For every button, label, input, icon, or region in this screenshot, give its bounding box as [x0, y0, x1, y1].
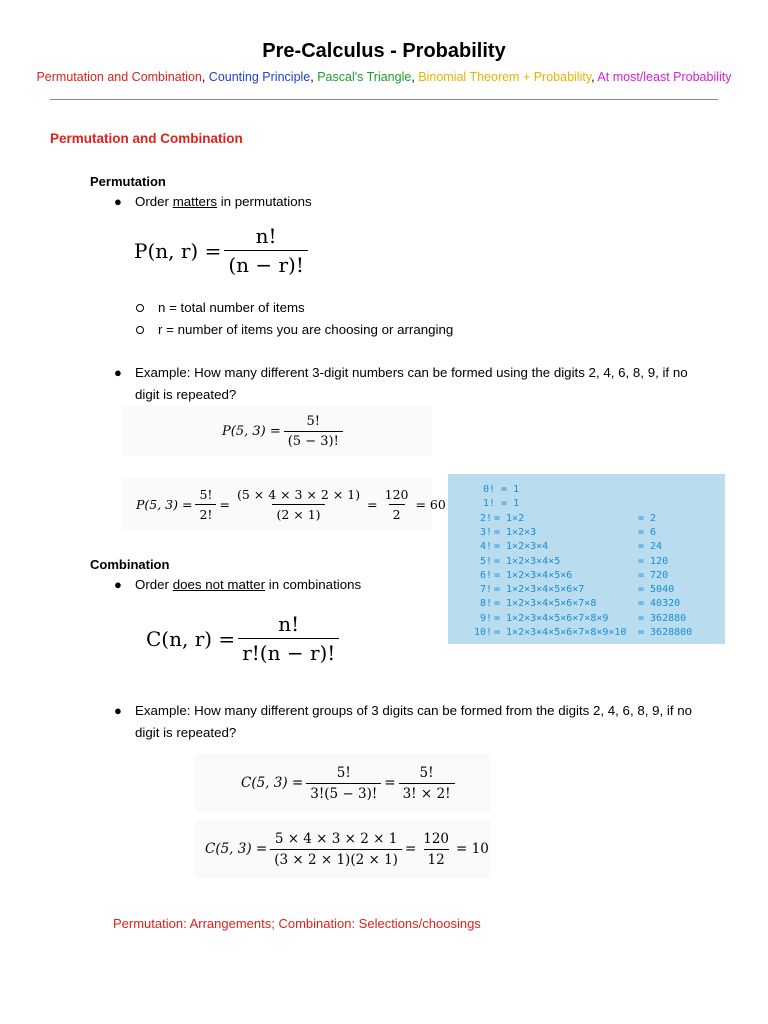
factorial-label: 1! = 1: [483, 498, 520, 510]
section-heading: Permutation and Combination: [50, 131, 243, 146]
factorial-expansion: = 1×2×3: [494, 526, 537, 538]
bullet-icon: ●: [114, 194, 122, 209]
factorial-expansion: = 1×2×3×4×5×6×7×8×9: [494, 612, 609, 624]
factorial-label: 2!: [479, 512, 492, 524]
factorial-value: = 5040: [638, 584, 675, 596]
factorial-row: [448, 540, 725, 554]
factorial-row: [448, 526, 725, 540]
factorial-value: = 40320: [638, 598, 681, 610]
factorial-label: 10!: [473, 627, 492, 638]
factorial-row: [448, 612, 725, 626]
factorial-label: 3!: [479, 526, 492, 538]
combination-example-eq1: C(5, 3) = $\frac{5!}{3!(5 - 3)!}$ = $\frac{5!}{3! \times 2!}$: [195, 754, 491, 812]
sub-bullet-icon: [136, 326, 144, 334]
permutation-example: Example: How many different 3-digit numbers can be formed using the digits 2, 4, 6, 8, 9, if no digit is repeated?: [135, 365, 688, 402]
permutation-formula: P(n, r) = $\frac{n!}{(n - r)!}$: [134, 224, 311, 277]
factorial-label: 4!: [479, 541, 492, 553]
factorial-expansion: = 1×2×3×4×5×6×7×8: [494, 598, 597, 610]
sub-bullet-r: r = number of items you are choosing or arranging: [158, 322, 454, 337]
toc-link-permutation-combination[interactable]: Permutation and Combination: [36, 70, 202, 84]
toc-link-binomial-theorem[interactable]: Binomial Theorem + Probability: [418, 70, 592, 84]
toc-link-pascals-triangle[interactable]: Pascal's Triangle: [317, 70, 412, 84]
bullet-icon: ●: [114, 703, 122, 718]
factorial-expansion: = 1×2×3×4×5: [494, 555, 561, 567]
factorial-expansion: = 1×2×3×4×5×6×7×8×9×10: [494, 627, 627, 638]
factorial-expansion: = 1×2×3×4: [494, 541, 549, 553]
factorial-label: 6!: [479, 569, 492, 581]
factorial-table: [448, 474, 725, 644]
page-title: Pre-Calculus - Probability: [262, 40, 506, 62]
factorial-row: [448, 555, 725, 569]
table-of-contents: Permutation and Combination, Counting Principle, Pascal's Triangle, Binomial Theorem + Probability, At most/least Probability: [36, 70, 732, 84]
permutation-example-eq2: P(5, 3) = $\frac{5!}{2!}$ = $\frac{(5 \times 4 \times 3 \times 2 \times 1)}{(2 \times 1)}$ = $\frac{120}{2}$ = 60: [122, 478, 432, 530]
factorial-expansion: = 1×2×3×4×5×6×7: [494, 584, 585, 596]
combination-rule: Order does not matter in combinations: [135, 577, 362, 592]
factorial-value: = 362880: [638, 612, 687, 624]
factorial-value: = 2: [638, 512, 657, 524]
permutation-example-eq1: P(5, 3) = $\frac{5!}{(5 - 3)!}$: [122, 406, 432, 456]
combination-example-eq2: C(5, 3) = $\frac{5 \times 4 \times 3 \times 2 \times 1}{(3 \times 2 \times 1)(2 \times 1)}$ = $\frac{120}{12}$ = 10: [195, 820, 491, 878]
combination-heading: Combination: [90, 557, 170, 572]
summary-note: Permutation: Arrangements; Combination: Selections/choosings: [113, 916, 481, 931]
factorial-value: = 6: [638, 526, 657, 538]
factorial-row: [448, 512, 725, 526]
factorial-label: 8!: [479, 598, 492, 610]
factorial-row: [448, 497, 725, 511]
sub-bullet-icon: [136, 304, 144, 312]
factorial-expansion: = 1×2×3×4×5×6: [494, 569, 573, 581]
factorial-value: = 3628800: [638, 627, 693, 638]
factorial-label: 9!: [479, 612, 492, 624]
factorial-value: = 120: [638, 555, 669, 567]
factorial-row: [448, 597, 725, 611]
combination-example: Example: How many different groups of 3 digits can be formed from the digits 2, 4, 6, 8, 9, if no digit is repeated?: [135, 703, 693, 740]
toc-link-at-most-least[interactable]: At most/least Probability: [597, 70, 732, 84]
factorial-expansion: = 1×2: [494, 512, 525, 524]
factorial-value: = 720: [638, 569, 669, 581]
factorial-row: [448, 583, 725, 597]
bullet-icon: ●: [114, 577, 122, 592]
permutation-rule: Order matters in permutations: [135, 194, 312, 209]
horizontal-rule: [50, 99, 718, 100]
factorial-label: 7!: [479, 584, 492, 596]
factorial-row: [448, 483, 725, 497]
permutation-heading: Permutation: [90, 174, 166, 189]
bullet-icon: ●: [114, 365, 122, 380]
combination-formula: C(n, r) = $\frac{n!}{r!(n - r)!}$: [146, 612, 342, 665]
sub-bullet-n: n = total number of items: [158, 300, 305, 315]
factorial-row: [448, 626, 725, 640]
factorial-label: 5!: [479, 555, 492, 567]
factorial-row: [448, 569, 725, 583]
factorial-label: 0! = 1: [483, 484, 520, 495]
toc-link-counting-principle[interactable]: Counting Principle: [208, 70, 311, 84]
factorial-value: = 24: [638, 541, 663, 553]
